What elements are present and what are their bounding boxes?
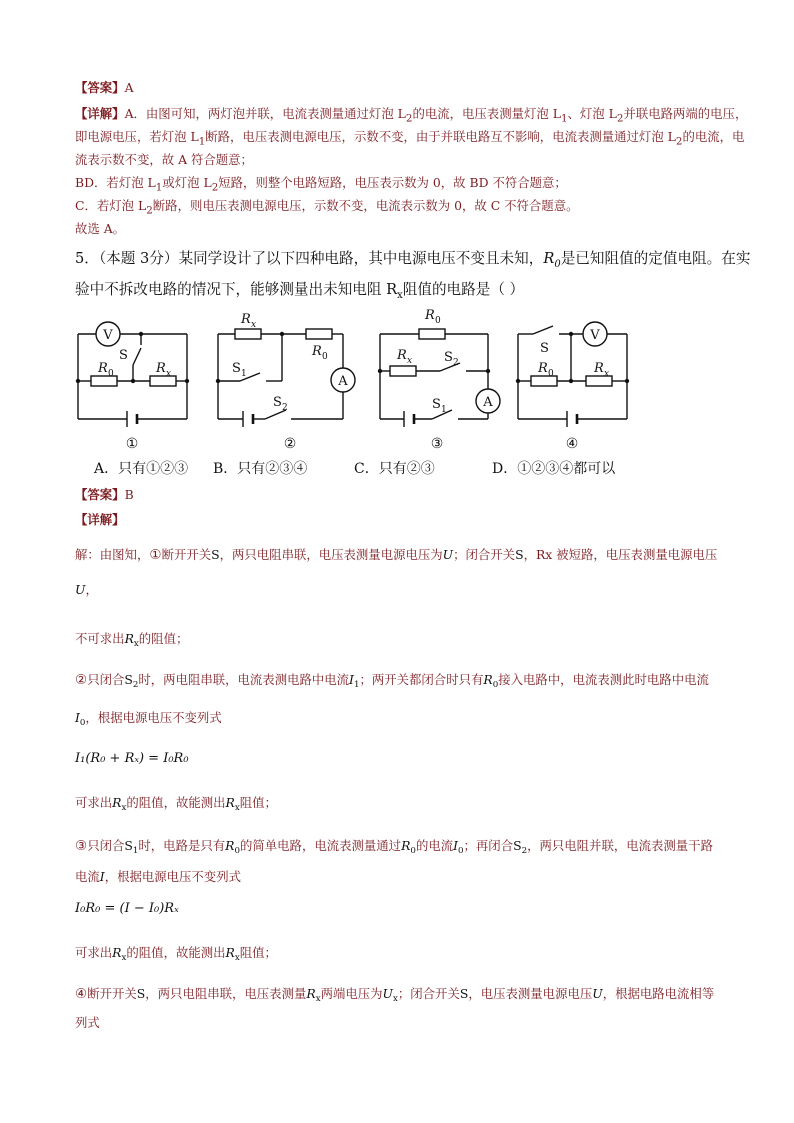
text: ， <box>85 582 98 597</box>
text: ；闭合开关 <box>453 547 516 562</box>
sym: I <box>99 869 105 884</box>
sym: U <box>592 986 603 1001</box>
equation-2: I₀R₀ = (I − I₀)Rₓ <box>75 901 179 916</box>
answer-line-2 <box>75 487 134 503</box>
sub: x <box>393 994 398 1004</box>
sub: 2 <box>521 846 528 856</box>
detail1-line-5 <box>75 198 578 218</box>
sub: 1 <box>560 112 568 125</box>
sub: 0 <box>79 718 86 728</box>
r0-symbol: R <box>543 250 555 267</box>
circuit-3 <box>380 329 500 427</box>
text: ，两只电阻串联，电压表测量电源电压为 <box>219 547 443 562</box>
text: 的电流 <box>415 838 454 853</box>
text: 的阻值； <box>138 631 189 646</box>
text: 的电流，电 <box>682 129 745 144</box>
text: 两端电压为 <box>320 986 383 1001</box>
rx-label-2: R <box>241 312 251 327</box>
text: ；闭合开关 <box>397 986 460 1001</box>
num: ② <box>75 672 88 688</box>
answer-tag: 【答案】 <box>75 487 125 502</box>
text: 接入电路中，电流表测此时电路中电流 <box>498 672 709 687</box>
text: 断开开关 <box>161 547 212 562</box>
answer-line-1 <box>75 80 134 96</box>
sub: 0 <box>410 846 416 856</box>
sym: I <box>349 672 354 687</box>
text: BD．若灯泡 L <box>75 175 156 190</box>
detail2-line-3 <box>75 631 188 652</box>
text: ；再闭合 <box>463 838 514 853</box>
text: 不可求出 <box>75 631 125 646</box>
sub: 0 <box>458 846 464 856</box>
detail2-line-6 <box>75 795 277 816</box>
detail2-line-4 <box>75 672 709 693</box>
sym: U <box>382 986 393 1001</box>
sym: R <box>483 672 493 687</box>
text: 时，两电阻串联，电流表测电路中电流 <box>138 672 350 687</box>
sub: 2 <box>405 112 413 125</box>
text: 断开开关 <box>87 986 137 1001</box>
sub: 1 <box>441 405 447 415</box>
num: ③ <box>75 838 88 854</box>
text: 的电流，电压表测量灯泡 L <box>412 106 561 121</box>
text: 的简单电路，电流表测量通过 <box>240 838 402 853</box>
text: 断路，电压表测电源电压，示数不变，由于并联电路互不影响，电流表测量通过灯泡 L <box>205 129 676 144</box>
ammeter-label-3: A <box>483 395 493 410</box>
sub: x <box>234 803 240 813</box>
sub: 0 <box>435 316 441 326</box>
text: ；两开关都闭合时只有 <box>359 672 484 687</box>
detail1-line-6: 故选 A。 <box>75 221 126 236</box>
sym: U <box>442 547 454 562</box>
text: ，根据电源电压不变列式 <box>85 710 222 725</box>
option-a[interactable]: A．只有①②③ <box>94 461 189 477</box>
option-b[interactable]: B．只有②③④ <box>213 461 308 477</box>
sym: S <box>124 838 133 853</box>
answer-tag: 【答案】 <box>75 80 125 95</box>
sym: S <box>211 547 220 562</box>
r0-label-4: R <box>538 361 548 376</box>
text: 或灯泡 L <box>162 175 212 190</box>
sym: R <box>306 986 316 1001</box>
text: C．若灯泡 L <box>75 198 147 213</box>
sub: 2 <box>211 181 219 194</box>
text: 阻值； <box>239 795 277 810</box>
sub: 0 <box>554 258 561 270</box>
sub: x <box>397 289 403 301</box>
text: 阻值； <box>239 945 277 960</box>
sub: 0 <box>108 369 114 379</box>
sym: S <box>513 838 522 853</box>
detail1-line-1 <box>75 106 747 126</box>
sub: x <box>407 356 413 366</box>
question-line-1 <box>75 249 750 275</box>
sub: 1 <box>198 135 206 148</box>
detail1-line-3: 流表示数不变，故 A 符合题意； <box>75 152 253 167</box>
sub: 2 <box>146 204 153 217</box>
sym: R <box>112 795 122 810</box>
switch-label-4: S <box>540 341 549 356</box>
detail1-line-4 <box>75 175 567 195</box>
sym: I <box>75 710 80 725</box>
detail2-tag: 【详解】 <box>75 512 125 527</box>
detail2-line-9 <box>75 945 277 966</box>
sub: 0 <box>322 352 328 362</box>
sub: 1 <box>155 181 163 194</box>
sym: S <box>515 547 524 562</box>
option-d[interactable]: D．①②③④都可以 <box>492 461 616 477</box>
sub: x <box>315 994 321 1004</box>
text: 的阻值，故能测出 <box>126 945 226 960</box>
switch2-label-3: S <box>444 350 453 365</box>
sub: x <box>121 953 127 963</box>
num: ④ <box>75 986 88 1002</box>
sub: 2 <box>675 135 683 148</box>
sub: 1 <box>132 846 139 856</box>
text: A．由图可知，两灯泡并联，电流表测量通过灯泡 L <box>124 106 406 121</box>
text: ，根据电路电流相等 <box>602 986 715 1001</box>
sym: R <box>225 795 235 810</box>
text: ，根据电源电压不变列式 <box>104 869 241 884</box>
circuit-diagrams <box>0 295 794 455</box>
voltmeter-label-1: V <box>103 328 113 343</box>
switch-label-1: S <box>119 348 128 363</box>
detail2-line-11: 列式 <box>75 1015 100 1030</box>
text: 可求出 <box>75 795 113 810</box>
switch2-label-2: S <box>273 395 282 410</box>
text: 短路，则整个电路短路，电压表示数为 0，故 BD 不符合题意； <box>218 175 567 190</box>
text: 5．（本题 3分）某同学设计了以下四种电路，其中电源电压不变且未知， <box>75 250 544 267</box>
num: ① <box>149 547 162 563</box>
detail2-line-10 <box>75 986 714 1007</box>
sub: 1 <box>241 369 247 379</box>
circuit-number-1: ① <box>125 436 139 452</box>
sub: x <box>234 953 240 963</box>
text: ，两只电阻并联，电流表测量干路 <box>527 838 713 853</box>
detail2-line-1 <box>75 547 717 563</box>
switch1-label-2: S <box>232 361 241 376</box>
sym: R <box>112 945 122 960</box>
text: 即电源电压，若灯泡 L <box>75 129 199 144</box>
sub: x <box>166 369 172 379</box>
sub: x <box>251 320 257 330</box>
rx-label-3: R <box>397 348 407 363</box>
detail2-line-2 <box>75 582 98 598</box>
text: 并联电路两端的电压， <box>623 106 748 121</box>
sub: x <box>121 803 127 813</box>
text: 只闭合 <box>87 838 125 853</box>
text: ，两只电阻串联，电压表测量 <box>145 986 307 1001</box>
sub: x <box>133 639 139 649</box>
text: 的阻值，故能测出 <box>126 795 226 810</box>
sub: 0 <box>548 369 554 379</box>
answer-value: A <box>124 80 134 95</box>
sym: R <box>401 838 411 853</box>
sub: 2 <box>453 358 459 368</box>
sym: U <box>75 582 86 597</box>
r0-label-2: R <box>312 344 322 359</box>
text: 时，电路是只有 <box>138 838 226 853</box>
ammeter-label-2: A <box>338 374 348 389</box>
text: ，电压表测量电源电压 <box>468 986 593 1001</box>
text: 验中不拆改电路的情况下，能够测量出未知电阻 R <box>75 281 398 298</box>
text: 解：由图知， <box>75 547 150 562</box>
sym: R <box>225 838 235 853</box>
circuit-number-4: ④ <box>565 436 579 452</box>
sym: R <box>124 631 134 646</box>
circuit-number-2: ② <box>283 436 297 452</box>
sub: 1 <box>353 680 360 690</box>
sub: 2 <box>616 112 624 125</box>
sym: R <box>225 945 235 960</box>
sub: 2 <box>282 403 288 413</box>
text: 可求出 <box>75 945 113 960</box>
detail-tag: 【详解】 <box>75 106 125 121</box>
sym: I <box>453 838 459 853</box>
text: 、灯泡 L <box>567 106 617 121</box>
r0-label-3: R <box>425 308 435 323</box>
sym: S <box>459 986 469 1001</box>
sub: 0 <box>234 846 240 856</box>
text: 电流 <box>75 869 100 884</box>
sub: 0 <box>492 680 499 690</box>
detail2-line-5 <box>75 710 222 731</box>
text: 断路，则电压表测电源电压，示数不变，电流表示数为 0，故 C 不符合题意。 <box>152 198 579 213</box>
text: 阻值的电路是（ ） <box>402 281 525 298</box>
r0-label-1: R <box>98 361 108 376</box>
sub: x <box>604 369 610 379</box>
text: ，Rx 被短路，电压表测量电源电压 <box>523 547 718 562</box>
detail2-line-7 <box>75 838 713 859</box>
equation-1: I₁(R₀ + Rₓ) = I₀R₀ <box>75 751 189 766</box>
text: 只闭合 <box>87 672 125 687</box>
sym: S <box>124 672 133 687</box>
detail2-line-8 <box>75 869 241 885</box>
rx-label-1: R <box>156 361 166 376</box>
rx-label-4: R <box>594 361 604 376</box>
sub: 2 <box>132 680 139 690</box>
voltmeter-label-4: V <box>590 328 600 343</box>
sym: S <box>136 986 146 1001</box>
circuit-number-3: ③ <box>430 436 444 452</box>
text: 是已知阻值的定值电阻。在实 <box>560 250 751 267</box>
switch1-label-3: S <box>432 397 441 412</box>
option-c[interactable]: C．只有②③ <box>354 461 435 477</box>
answer-value: B <box>124 487 134 502</box>
circuit-4 <box>518 322 627 427</box>
detail1-line-2 <box>75 129 744 149</box>
